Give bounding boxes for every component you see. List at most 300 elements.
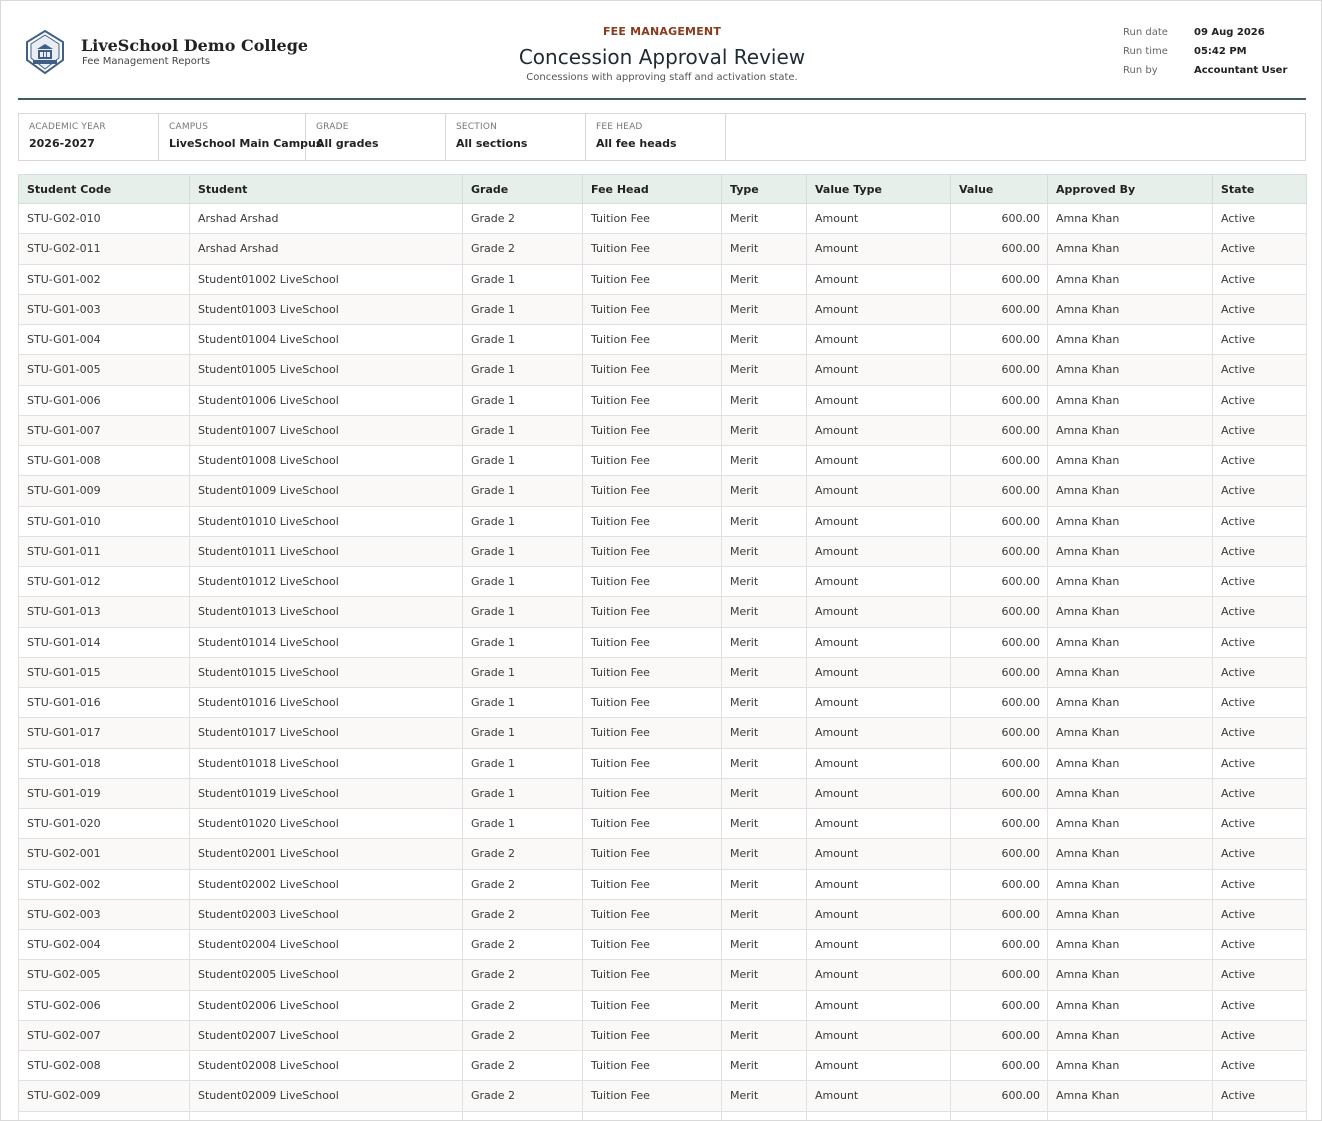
cell-student-code: STU-G01-012 <box>19 567 190 597</box>
cell-value-type: Amount <box>807 385 951 415</box>
cell-approved-by: Amna Khan <box>1048 960 1213 990</box>
module-label: FEE MANAGEMENT <box>602 25 722 38</box>
cell-fee-head: Tuition Fee <box>583 476 722 506</box>
column-header-state[interactable]: State <box>1213 175 1307 204</box>
concession-table <box>18 174 1307 1121</box>
column-header-value-type[interactable]: Value Type <box>807 175 951 204</box>
cell-type: Merit <box>722 960 807 990</box>
cell-type: Merit <box>722 778 807 808</box>
cell-value: 600.00 <box>951 960 1048 990</box>
cell-value-type: Amount <box>807 688 951 718</box>
cell-student: Student02003 LiveSchool <box>190 899 463 929</box>
table-row[interactable] <box>19 325 1307 355</box>
cell-approved-by: Amna Khan <box>1048 718 1213 748</box>
cell-type: Merit <box>722 1051 807 1081</box>
cell-grade: Grade 1 <box>463 355 583 385</box>
run-by-value: Accountant User <box>1194 65 1288 76</box>
cell-type: Merit <box>722 234 807 264</box>
cell-type: Merit <box>722 415 807 445</box>
cell-student: Student01006 LiveSchool <box>190 385 463 415</box>
cell-grade: Grade 2 <box>463 204 583 234</box>
cell-fee-head: Tuition Fee <box>583 536 722 566</box>
filter-label: ACADEMIC YEAR <box>29 122 106 132</box>
table-row[interactable] <box>19 990 1307 1020</box>
cell-grade: Grade 1 <box>463 264 583 294</box>
cell-student-code: STU-G02-008 <box>19 1051 190 1081</box>
cell-type: Merit <box>722 990 807 1020</box>
table-row[interactable] <box>19 778 1307 808</box>
run-date-row <box>1123 27 1287 46</box>
cell-approved-by: Amna Khan <box>1048 839 1213 869</box>
cell-value-type: Amount <box>807 415 951 445</box>
cell-state: Active <box>1213 325 1307 355</box>
cell-type: Merit <box>722 597 807 627</box>
cell-student-code: STU-G01-011 <box>19 536 190 566</box>
cell-state: Active <box>1213 1081 1307 1111</box>
cell-student-code: STU-G02-003 <box>19 899 190 929</box>
org-subtitle: Fee Management Reports <box>82 56 211 67</box>
cell-student-code <box>19 1111 190 1121</box>
cell-student-code: STU-G01-014 <box>19 627 190 657</box>
table-row[interactable] <box>19 1051 1307 1081</box>
cell-type: Merit <box>722 506 807 536</box>
cell-student: Student01005 LiveSchool <box>190 355 463 385</box>
cell-fee-head: Tuition Fee <box>583 627 722 657</box>
cell-value: 600.00 <box>951 204 1048 234</box>
cell-state: Active <box>1213 627 1307 657</box>
cell-value-type: Amount <box>807 355 951 385</box>
cell-type: Merit <box>722 264 807 294</box>
cell-type: Merit <box>722 355 807 385</box>
cell-fee-head: Tuition Fee <box>583 990 722 1020</box>
cell-approved-by: Amna Khan <box>1048 385 1213 415</box>
cell-type: Merit <box>722 899 807 929</box>
column-header-grade[interactable]: Grade <box>463 175 583 204</box>
filter-grade[interactable] <box>306 114 446 160</box>
cell-fee-head: Tuition Fee <box>583 415 722 445</box>
cell-value: 600.00 <box>951 718 1048 748</box>
cell-approved-by: Amna Khan <box>1048 899 1213 929</box>
table-row[interactable] <box>19 385 1307 415</box>
page-subtitle: Concessions with approving staff and activation state. <box>526 72 798 83</box>
cell-grade: Grade 1 <box>463 415 583 445</box>
cell-approved-by: Amna Khan <box>1048 506 1213 536</box>
cell-student: Student01019 LiveSchool <box>190 778 463 808</box>
cell-approved-by: Amna Khan <box>1048 446 1213 476</box>
cell-state: Active <box>1213 415 1307 445</box>
cell-value-type: Amount <box>807 536 951 566</box>
cell-grade: Grade 2 <box>463 1020 583 1050</box>
table-row[interactable] <box>19 234 1307 264</box>
run-time-value: 05:42 PM <box>1194 46 1247 57</box>
table-row[interactable] <box>19 627 1307 657</box>
cell-student: Student01012 LiveSchool <box>190 567 463 597</box>
cell-student: Student02002 LiveSchool <box>190 869 463 899</box>
filter-section[interactable] <box>446 114 586 160</box>
run-date-value: 09 Aug 2026 <box>1194 27 1265 38</box>
cell-grade: Grade 2 <box>463 899 583 929</box>
cell-value-type: Amount <box>807 869 951 899</box>
cell-student-code: STU-G01-004 <box>19 325 190 355</box>
cell-student-code: STU-G01-007 <box>19 415 190 445</box>
cell-value: 600.00 <box>951 627 1048 657</box>
cell-student: Student01004 LiveSchool <box>190 325 463 355</box>
table-header-row <box>19 175 1307 204</box>
cell-value: 600.00 <box>951 506 1048 536</box>
table-row[interactable] <box>19 415 1307 445</box>
cell-value-type: Amount <box>807 597 951 627</box>
cell-student: Arshad Arshad <box>190 204 463 234</box>
cell-value-type: Amount <box>807 567 951 597</box>
cell-student: Student01008 LiveSchool <box>190 446 463 476</box>
cell-type: Merit <box>722 385 807 415</box>
table-row[interactable] <box>19 930 1307 960</box>
table-row[interactable] <box>19 1081 1307 1111</box>
cell-student: Arshad Arshad <box>190 234 463 264</box>
filter-campus[interactable] <box>159 114 323 160</box>
cell-approved-by: Amna Khan <box>1048 536 1213 566</box>
cell-student-code: STU-G01-020 <box>19 809 190 839</box>
table-row[interactable] <box>19 355 1307 385</box>
cell-value: 600.00 <box>951 809 1048 839</box>
cell-fee-head: Tuition Fee <box>583 597 722 627</box>
cell-type: Merit <box>722 446 807 476</box>
run-meta <box>1123 27 1287 84</box>
cell-state: Active <box>1213 809 1307 839</box>
cell-state: Active <box>1213 748 1307 778</box>
table-row[interactable] <box>19 597 1307 627</box>
cell-value-type: Amount <box>807 748 951 778</box>
cell-state: Active <box>1213 234 1307 264</box>
cell-value-type: Amount <box>807 234 951 264</box>
cell-type: Merit <box>722 294 807 324</box>
cell-value-type: Amount <box>807 657 951 687</box>
table-row[interactable] <box>19 748 1307 778</box>
cell-fee-head: Tuition Fee <box>583 385 722 415</box>
cell-student: Student01011 LiveSchool <box>190 536 463 566</box>
table-row[interactable] <box>19 446 1307 476</box>
cell-student-code: STU-G01-003 <box>19 294 190 324</box>
cell-value: 600.00 <box>951 325 1048 355</box>
cell-fee-head: Tuition Fee <box>583 748 722 778</box>
cell-student-code: STU-G02-010 <box>19 204 190 234</box>
filter-value: 2026-2027 <box>29 137 95 150</box>
cell-student: Student01017 LiveSchool <box>190 718 463 748</box>
cell-fee-head: Tuition Fee <box>583 899 722 929</box>
cell-student: Student01013 LiveSchool <box>190 597 463 627</box>
cell-student: Student01018 LiveSchool <box>190 748 463 778</box>
cell-student: Student02007 LiveSchool <box>190 1020 463 1050</box>
cell-grade: Grade 2 <box>463 839 583 869</box>
cell-value: 600.00 <box>951 536 1048 566</box>
table-row[interactable] <box>19 809 1307 839</box>
cell-grade: Grade 2 <box>463 930 583 960</box>
cell-state: Active <box>1213 990 1307 1020</box>
cell-student-code: STU-G01-018 <box>19 748 190 778</box>
column-header-student-code[interactable]: Student Code <box>19 175 190 204</box>
table-row[interactable] <box>19 688 1307 718</box>
cell-type: Merit <box>722 476 807 506</box>
cell-state <box>1213 1111 1307 1121</box>
cell-student-code: STU-G01-006 <box>19 385 190 415</box>
cell-approved-by: Amna Khan <box>1048 657 1213 687</box>
cell-approved-by: Amna Khan <box>1048 325 1213 355</box>
cell-approved-by: Amna Khan <box>1048 1051 1213 1081</box>
cell-state: Active <box>1213 869 1307 899</box>
column-header-type[interactable]: Type <box>722 175 807 204</box>
cell-type: Merit <box>722 748 807 778</box>
table-row[interactable] <box>19 294 1307 324</box>
cell-grade: Grade 1 <box>463 718 583 748</box>
cell-type: Merit <box>722 718 807 748</box>
cell-fee-head: Tuition Fee <box>583 234 722 264</box>
cell-fee-head <box>583 1111 722 1121</box>
cell-grade <box>463 1111 583 1121</box>
table-row[interactable] <box>19 476 1307 506</box>
filter-fee-head[interactable] <box>586 114 726 160</box>
cell-value: 600.00 <box>951 597 1048 627</box>
cell-type: Merit <box>722 930 807 960</box>
column-header-student[interactable]: Student <box>190 175 463 204</box>
cell-state: Active <box>1213 718 1307 748</box>
cell-student: Student01010 LiveSchool <box>190 506 463 536</box>
column-header-fee-head[interactable]: Fee Head <box>583 175 722 204</box>
cell-value-type: Amount <box>807 446 951 476</box>
cell-student-code: STU-G01-010 <box>19 506 190 536</box>
cell-state: Active <box>1213 688 1307 718</box>
cell-grade: Grade 2 <box>463 1051 583 1081</box>
cell-approved-by: Amna Khan <box>1048 234 1213 264</box>
cell-student: Student02004 LiveSchool <box>190 930 463 960</box>
table-row[interactable] <box>19 264 1307 294</box>
cell-student-code: STU-G01-005 <box>19 355 190 385</box>
cell-fee-head: Tuition Fee <box>583 960 722 990</box>
cell-value: 600.00 <box>951 839 1048 869</box>
cell-grade: Grade 1 <box>463 506 583 536</box>
cell-value: 600.00 <box>951 446 1048 476</box>
filter-label: CAMPUS <box>169 122 209 132</box>
cell-grade: Grade 1 <box>463 476 583 506</box>
table-row[interactable] <box>19 1020 1307 1050</box>
cell-value: 600.00 <box>951 234 1048 264</box>
cell-value-type: Amount <box>807 839 951 869</box>
cell-student-code: STU-G02-004 <box>19 930 190 960</box>
cell-state: Active <box>1213 899 1307 929</box>
cell-value: 600.00 <box>951 990 1048 1020</box>
cell-student-code: STU-G01-013 <box>19 597 190 627</box>
cell-grade: Grade 1 <box>463 748 583 778</box>
filter-academic-year[interactable] <box>19 114 159 160</box>
table-row[interactable] <box>19 839 1307 869</box>
cell-approved-by: Amna Khan <box>1048 597 1213 627</box>
cell-state: Active <box>1213 930 1307 960</box>
cell-value-type <box>807 1111 951 1121</box>
cell-state: Active <box>1213 1051 1307 1081</box>
cell-grade: Grade 2 <box>463 869 583 899</box>
cell-fee-head: Tuition Fee <box>583 657 722 687</box>
cell-approved-by: Amna Khan <box>1048 355 1213 385</box>
cell-student-code: STU-G01-016 <box>19 688 190 718</box>
run-by-label: Run by <box>1123 65 1158 76</box>
cell-value: 600.00 <box>951 657 1048 687</box>
cell-value <box>951 1111 1048 1121</box>
cell-student: Student02005 LiveSchool <box>190 960 463 990</box>
cell-student: Student01009 LiveSchool <box>190 476 463 506</box>
cell-grade: Grade 1 <box>463 627 583 657</box>
column-header-value[interactable]: Value <box>951 175 1048 204</box>
cell-grade: Grade 1 <box>463 778 583 808</box>
cell-value-type: Amount <box>807 204 951 234</box>
table-row[interactable] <box>19 960 1307 990</box>
cell-grade: Grade 2 <box>463 990 583 1020</box>
cell-student: Student01020 LiveSchool <box>190 809 463 839</box>
cell-value-type: Amount <box>807 506 951 536</box>
cell-fee-head: Tuition Fee <box>583 1020 722 1050</box>
cell-student-code: STU-G01-009 <box>19 476 190 506</box>
cell-student: Student01003 LiveSchool <box>190 294 463 324</box>
table-row[interactable] <box>19 657 1307 687</box>
cell-state: Active <box>1213 204 1307 234</box>
run-by-row <box>1123 65 1287 84</box>
cell-grade: Grade 2 <box>463 1081 583 1111</box>
cell-state: Active <box>1213 476 1307 506</box>
table-row[interactable] <box>19 506 1307 536</box>
cell-student-code: STU-G02-009 <box>19 1081 190 1111</box>
cell-state: Active <box>1213 506 1307 536</box>
cell-student-code: STU-G02-005 <box>19 960 190 990</box>
cell-value-type: Amount <box>807 960 951 990</box>
cell-value-type: Amount <box>807 627 951 657</box>
cell-student-code: STU-G02-011 <box>19 234 190 264</box>
cell-type: Merit <box>722 839 807 869</box>
cell-student: Student02001 LiveSchool <box>190 839 463 869</box>
cell-value: 600.00 <box>951 294 1048 324</box>
cell-approved-by: Amna Khan <box>1048 627 1213 657</box>
cell-value: 600.00 <box>951 385 1048 415</box>
cell-approved-by: Amna Khan <box>1048 1020 1213 1050</box>
cell-value: 600.00 <box>951 930 1048 960</box>
cell-grade: Grade 1 <box>463 385 583 415</box>
cell-value-type: Amount <box>807 930 951 960</box>
cell-value: 600.00 <box>951 1020 1048 1050</box>
cell-state: Active <box>1213 385 1307 415</box>
cell-student <box>190 1111 463 1121</box>
cell-value: 600.00 <box>951 415 1048 445</box>
cell-value: 600.00 <box>951 567 1048 597</box>
table-row[interactable] <box>19 869 1307 899</box>
filter-bar <box>18 113 1306 161</box>
table-row[interactable] <box>19 718 1307 748</box>
cell-value-type: Amount <box>807 294 951 324</box>
cell-type: Merit <box>722 688 807 718</box>
cell-student-code: STU-G01-002 <box>19 264 190 294</box>
cell-student: Student02008 LiveSchool <box>190 1051 463 1081</box>
cell-type: Merit <box>722 1020 807 1050</box>
cell-type: Merit <box>722 809 807 839</box>
cell-grade: Grade 1 <box>463 294 583 324</box>
table-row[interactable] <box>19 204 1307 234</box>
cell-state: Active <box>1213 536 1307 566</box>
column-header-approved-by[interactable]: Approved By <box>1048 175 1213 204</box>
cell-value: 600.00 <box>951 778 1048 808</box>
cell-grade: Grade 1 <box>463 809 583 839</box>
table-row[interactable] <box>19 1111 1307 1121</box>
cell-grade: Grade 1 <box>463 446 583 476</box>
cell-value: 600.00 <box>951 899 1048 929</box>
cell-student: Student01007 LiveSchool <box>190 415 463 445</box>
filter-value: All sections <box>456 137 528 150</box>
cell-student-code: STU-G01-019 <box>19 778 190 808</box>
cell-approved-by: Amna Khan <box>1048 264 1213 294</box>
cell-state: Active <box>1213 597 1307 627</box>
cell-approved-by: Amna Khan <box>1048 930 1213 960</box>
cell-type: Merit <box>722 869 807 899</box>
cell-grade: Grade 2 <box>463 960 583 990</box>
cell-state: Active <box>1213 567 1307 597</box>
cell-student: Student01014 LiveSchool <box>190 627 463 657</box>
cell-fee-head: Tuition Fee <box>583 506 722 536</box>
cell-type <box>722 1111 807 1121</box>
cell-value: 600.00 <box>951 688 1048 718</box>
filter-value: All grades <box>316 137 379 150</box>
cell-value-type: Amount <box>807 264 951 294</box>
cell-type: Merit <box>722 1081 807 1111</box>
cell-fee-head: Tuition Fee <box>583 688 722 718</box>
cell-approved-by: Amna Khan <box>1048 990 1213 1020</box>
header-divider <box>18 98 1306 100</box>
cell-student: Student02009 LiveSchool <box>190 1081 463 1111</box>
filter-label: SECTION <box>456 122 498 132</box>
filter-label: FEE HEAD <box>596 122 643 132</box>
cell-approved-by: Amna Khan <box>1048 688 1213 718</box>
cell-fee-head: Tuition Fee <box>583 264 722 294</box>
table-row[interactable] <box>19 567 1307 597</box>
filter-label: GRADE <box>316 122 349 132</box>
cell-student: Student02006 LiveSchool <box>190 990 463 1020</box>
cell-value: 600.00 <box>951 476 1048 506</box>
cell-approved-by: Amna Khan <box>1048 476 1213 506</box>
cell-approved-by: Amna Khan <box>1048 809 1213 839</box>
cell-grade: Grade 1 <box>463 688 583 718</box>
cell-approved-by: Amna Khan <box>1048 778 1213 808</box>
cell-fee-head: Tuition Fee <box>583 778 722 808</box>
cell-student-code: STU-G02-007 <box>19 1020 190 1050</box>
table-row[interactable] <box>19 536 1307 566</box>
cell-state: Active <box>1213 446 1307 476</box>
cell-state: Active <box>1213 294 1307 324</box>
cell-fee-head: Tuition Fee <box>583 1051 722 1081</box>
cell-value-type: Amount <box>807 778 951 808</box>
cell-value: 600.00 <box>951 1051 1048 1081</box>
cell-fee-head: Tuition Fee <box>583 869 722 899</box>
run-date-label: Run date <box>1123 27 1168 38</box>
cell-type: Merit <box>722 536 807 566</box>
cell-student-code: STU-G02-006 <box>19 990 190 1020</box>
cell-student: Student01002 LiveSchool <box>190 264 463 294</box>
cell-fee-head: Tuition Fee <box>583 325 722 355</box>
cell-value: 600.00 <box>951 264 1048 294</box>
cell-fee-head: Tuition Fee <box>583 204 722 234</box>
cell-value: 600.00 <box>951 355 1048 385</box>
cell-value-type: Amount <box>807 899 951 929</box>
cell-fee-head: Tuition Fee <box>583 839 722 869</box>
cell-approved-by: Amna Khan <box>1048 567 1213 597</box>
filter-value: LiveSchool Main Campus <box>169 137 323 150</box>
cell-approved-by: Amna Khan <box>1048 415 1213 445</box>
cell-state: Active <box>1213 778 1307 808</box>
table-row[interactable] <box>19 899 1307 929</box>
run-time-label: Run time <box>1123 46 1168 57</box>
